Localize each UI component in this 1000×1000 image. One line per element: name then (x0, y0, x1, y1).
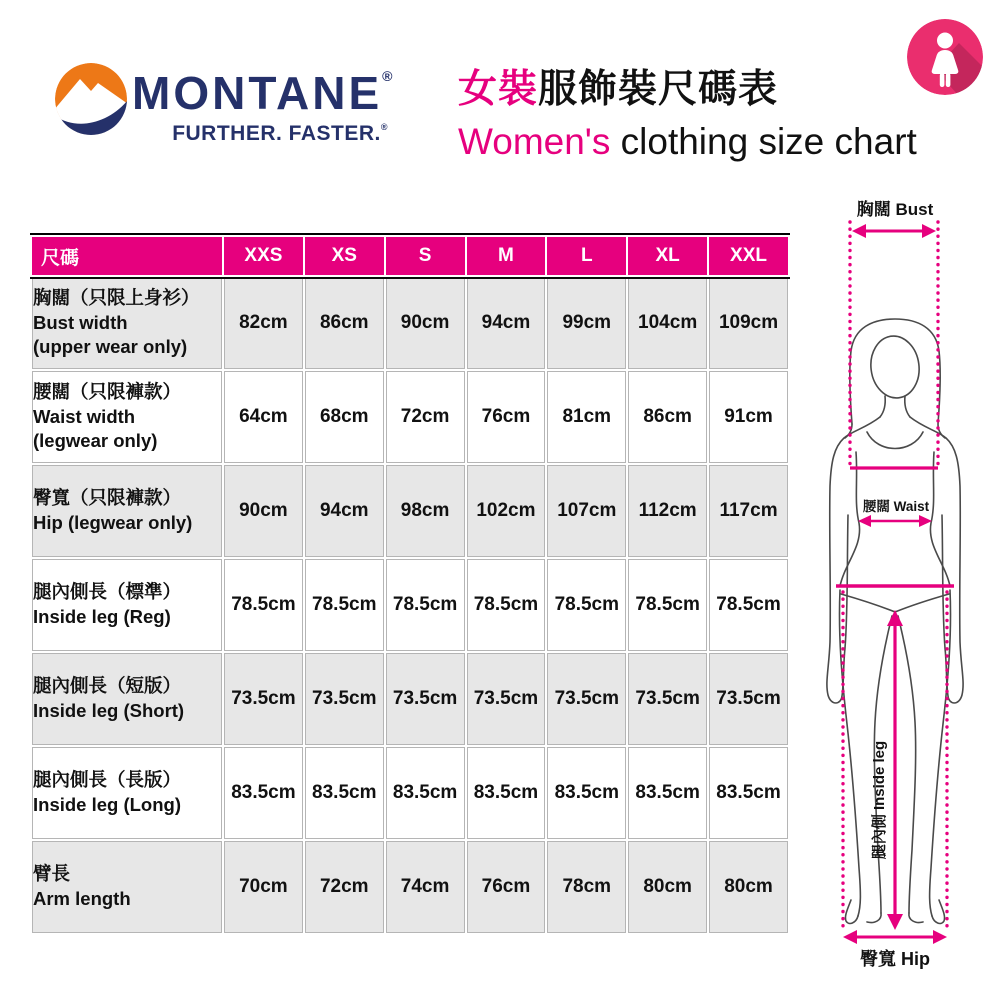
size-value-cell: 78.5cm (305, 559, 384, 651)
bust-label: 胸闊 Bust (856, 200, 934, 219)
measurement-label-cell (32, 465, 222, 557)
waist-label: 腰闊 Waist (862, 499, 930, 514)
measurement-label-line: Inside leg (Reg) (33, 606, 171, 627)
size-value-cell: 73.5cm (386, 653, 465, 745)
size-value-cell: 86cm (628, 371, 707, 463)
size-value-cell: 70cm (224, 841, 303, 933)
size-value-cell: 117cm (709, 465, 788, 557)
measurement-label-line: 臀寬（只限褲款） (33, 487, 182, 509)
hip-arrow (843, 930, 947, 944)
size-value-cell: 94cm (305, 465, 384, 557)
table-row (32, 371, 788, 463)
size-value-cell: 107cm (547, 465, 626, 557)
size-value-cell: 64cm (224, 371, 303, 463)
table-row (32, 559, 788, 651)
size-value-cell: 112cm (628, 465, 707, 557)
measurement-label-line: 腿內側長（短版） (33, 675, 182, 697)
table-row (32, 747, 788, 839)
table-row (32, 841, 788, 933)
size-label-column-header: 尺碼 (32, 237, 222, 275)
size-table-head-row (32, 237, 788, 275)
size-value-cell: 72cm (386, 371, 465, 463)
size-value-cell: 86cm (305, 277, 384, 369)
size-value-cell: 68cm (305, 371, 384, 463)
size-value-cell: 104cm (628, 277, 707, 369)
size-value-cell: 80cm (628, 841, 707, 933)
measurement-label-line: Inside leg (Long) (33, 794, 181, 815)
brand-name: MONTANE® (132, 67, 393, 119)
size-column-header: XS (305, 237, 384, 275)
measurement-label-line: 腰闊（只限褲款） (33, 380, 182, 402)
inside-leg-label: 腿內側 Inside leg (871, 740, 888, 860)
size-value-cell: 102cm (467, 465, 546, 557)
size-value-cell: 78.5cm (224, 559, 303, 651)
measurement-label-cell (32, 371, 222, 463)
measurement-label-line: 臂長 (33, 863, 71, 885)
size-value-cell: 83.5cm (547, 747, 626, 839)
size-column-header: S (386, 237, 465, 275)
size-value-cell: 74cm (386, 841, 465, 933)
size-column-header: L (547, 237, 626, 275)
measurement-label-cell (32, 841, 222, 933)
size-value-cell: 109cm (709, 277, 788, 369)
page-title-chinese: 女裝服飾裝尺碼表 (458, 68, 779, 111)
size-value-cell: 78.5cm (386, 559, 465, 651)
body-measurement-diagram (818, 190, 1000, 990)
size-column-header: XL (628, 237, 707, 275)
size-value-cell: 73.5cm (547, 653, 626, 745)
size-value-cell: 83.5cm (305, 747, 384, 839)
measurement-label-cell (32, 653, 222, 745)
size-value-cell: 83.5cm (628, 747, 707, 839)
size-value-cell: 72cm (305, 841, 384, 933)
measurement-label-cell (32, 559, 222, 651)
bust-arrow (852, 224, 936, 238)
size-value-cell: 73.5cm (709, 653, 788, 745)
size-value-cell: 78.5cm (628, 559, 707, 651)
size-value-cell: 83.5cm (467, 747, 546, 839)
size-column-header: XXL (709, 237, 788, 275)
size-value-cell: 83.5cm (386, 747, 465, 839)
waist-arrow (858, 515, 932, 527)
size-value-cell: 83.5cm (224, 747, 303, 839)
measurement-label-line: 腿內側長（長版） (33, 769, 182, 791)
table-row (32, 465, 788, 557)
page-title (458, 58, 917, 163)
registered-mark: ® (380, 122, 388, 132)
size-value-cell: 90cm (224, 465, 303, 557)
size-value-cell: 73.5cm (305, 653, 384, 745)
table-row (32, 653, 788, 745)
table-row (32, 277, 788, 369)
size-value-cell: 81cm (547, 371, 626, 463)
size-value-cell: 73.5cm (467, 653, 546, 745)
size-value-cell: 90cm (386, 277, 465, 369)
woman-figure-icon (907, 19, 983, 95)
size-value-cell: 73.5cm (224, 653, 303, 745)
size-value-cell: 80cm (709, 841, 788, 933)
registered-mark: ® (382, 68, 393, 84)
measurement-label-line: Bust width (33, 311, 128, 333)
header-bottom-border (30, 277, 790, 279)
size-value-cell: 78.5cm (709, 559, 788, 651)
measurement-label-cell (32, 747, 222, 839)
size-value-cell: 98cm (386, 465, 465, 557)
size-value-cell: 78cm (547, 841, 626, 933)
measurement-label-line: (legwear only) (33, 430, 158, 452)
page-title-english: Women's clothing size chart (458, 121, 917, 162)
size-value-cell: 94cm (467, 277, 546, 369)
size-value-cell: 73.5cm (628, 653, 707, 745)
size-value-cell: 99cm (547, 277, 626, 369)
size-value-cell: 91cm (709, 371, 788, 463)
size-value-cell: 82cm (224, 277, 303, 369)
measurement-label-line: 腿內側長（標準） (33, 581, 182, 603)
montane-mountain-logo-icon (54, 62, 128, 136)
measurement-label-cell (32, 277, 222, 369)
size-value-cell: 78.5cm (547, 559, 626, 651)
size-column-header: M (467, 237, 546, 275)
measurement-label-line: Waist width (33, 405, 136, 427)
size-chart-table (30, 235, 790, 935)
size-value-cell: 76cm (467, 371, 546, 463)
measurement-label-line: Hip (legwear only) (33, 512, 193, 533)
size-table-body (32, 277, 788, 933)
hip-label: 臀寬 Hip (860, 949, 930, 969)
measurement-label-line: Arm length (33, 888, 131, 909)
measurement-label-line: Inside leg (Short) (33, 700, 185, 721)
inside-leg-arrow (887, 610, 903, 930)
measurement-label-line: (upper wear only) (33, 336, 188, 358)
size-value-cell: 76cm (467, 841, 546, 933)
size-value-cell: 78.5cm (467, 559, 546, 651)
measurement-label-line: 胸闊（只限上身衫） (33, 286, 200, 308)
size-column-header: XXS (224, 237, 303, 275)
brand-tagline: FURTHER. FASTER.® (172, 122, 388, 145)
size-value-cell: 83.5cm (709, 747, 788, 839)
